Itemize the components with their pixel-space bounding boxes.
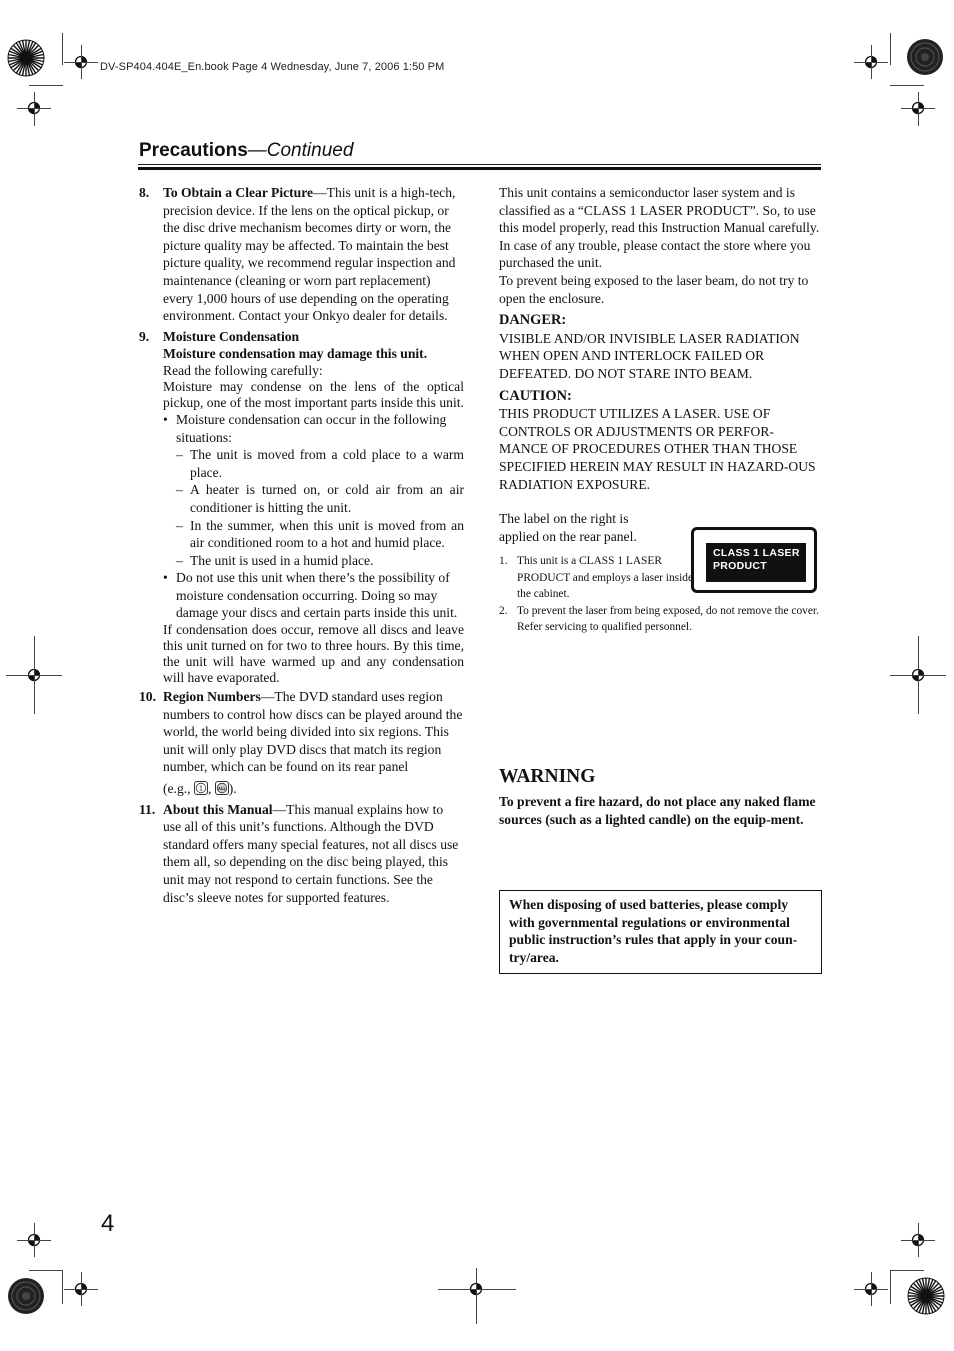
item-intro: Read the following carefully:: [163, 362, 323, 378]
laser-note-2: [499, 603, 821, 636]
note-text: This unit is a CLASS 1 LASER PRODUCT and employs a laser inside the cabinet.: [517, 555, 694, 601]
laser-note-1: [499, 553, 699, 603]
note-number: 1.: [499, 555, 508, 568]
section-title: [139, 140, 353, 162]
svg-text:ALL: ALL: [217, 785, 226, 791]
item-title: To Obtain a Clear Picture: [163, 185, 314, 200]
file-header: DV-SP404.404E_En.book Page 4 Wednesday, June 7, 2006 1:50 PM: [100, 61, 445, 73]
item-number: 11.: [139, 801, 156, 817]
example-separator: ,: [207, 781, 215, 797]
caution-text: THIS PRODUCT UTILIZES A LASER. USE OF CONTROLS OR ADJUSTMENTS OR PERFOR-MANCE OF PROCEDURES OTHER THAN THOSE SPECIFIED HEREIN MAY RESULT IN HAZARD-OUS RADIATION EXPOSURE.: [499, 406, 816, 492]
page-number: 4: [101, 1210, 115, 1237]
laser-notes-2: [499, 603, 821, 636]
dash-text: The unit is moved from a cold place to a warm place.: [190, 447, 464, 480]
region-example: [163, 780, 464, 798]
laser-label-plate: [706, 543, 806, 582]
item-text: —The DVD standard uses region numbers to control how discs can be played around the world, the world being divided into six regions. This unit will only play DVD discs that match its region number, which can be found on its rear panel: [163, 689, 463, 775]
item-closing: If condensation does occur, remove all discs and leave this unit turned on for two to three hours. By this time, the unit will have warmed up and any condensation will have evaporated.: [163, 622, 464, 686]
warning-text: To prevent a fire hazard, do not place any naked flame sources (such as a lighted candle) on the equip-ment.: [499, 794, 816, 827]
title-rule: [138, 164, 821, 165]
list-item-8: [139, 184, 464, 325]
item-body: [163, 184, 464, 325]
list-item-9: [139, 328, 464, 686]
registration-disc-icon: [905, 37, 945, 77]
dash-text: The unit is used in a humid place.: [190, 552, 374, 568]
laser-product-label: [691, 527, 817, 593]
label-line: CLASS 1 LASER: [713, 547, 800, 559]
item-title: About this Manual: [163, 801, 273, 817]
laser-intro-2: To prevent being exposed to the laser beam, do not try to open the enclosure.: [499, 272, 809, 306]
dash-item: – The unit is used in a humid place.: [176, 552, 374, 568]
label-note-line: applied on the rear panel.: [499, 528, 637, 544]
item-subtitle: Moisture condensation may damage this unit.: [163, 346, 428, 362]
item-title: Region Numbers: [163, 689, 261, 705]
item-title: Moisture Condensation: [163, 328, 300, 344]
item-number: 9.: [139, 328, 150, 344]
item-number: 8.: [139, 185, 150, 200]
laser-intro: This unit contains a semiconductor laser system and is classified as a “CLASS 1 LASER PRODUCT”. So, to use this model properly, read this Instruction Manual carefully. In case of any trouble, please contact the store where you purchased the unit.: [499, 185, 820, 271]
registration-disc-icon: [6, 1276, 46, 1316]
item-body: [163, 688, 464, 798]
section-title-text: Precautions: [139, 140, 248, 161]
item-body: [163, 328, 464, 686]
battery-disposal-notice: [499, 890, 822, 974]
item-text: —This unit is a high-tech, precision device. If the lens on the optical pickup, or the disc drive mechanism becomes dirty or worn, the picture quality may be affected. To maintain the best picture quality, we recommend regular inspection and maintenance (cleaning or worn part replacement) every 1,000 hours of use depending on the operating environment. Contact your Onkyo dealer for details.: [163, 185, 456, 324]
registration-sunburst-icon: [6, 38, 46, 78]
caution-heading: CAUTION:: [499, 387, 572, 404]
danger-heading: DANGER:: [499, 312, 567, 329]
note-number: 2.: [499, 604, 508, 617]
dash-item: – In the summer, when this unit is moved from an air conditioned room to a hot and humid place.: [176, 517, 464, 551]
bullet-item: • Moisture condensation can occur in the following situations:: [163, 411, 464, 446]
warning-heading: WARNING: [499, 766, 596, 787]
dash-text: A heater is turned on, or cold air from an air conditioner is hitting the unit.: [190, 482, 464, 515]
danger-text: VISIBLE AND/OR INVISIBLE LASER RADIATION WHEN OPEN AND INTERLOCK FAILED OR DEFEATED. DO NOT STARE INTO BEAM.: [499, 330, 800, 381]
note-text: To prevent the laser from being exposed, do not remove the cover. Refer servicing to qualified personnel.: [517, 604, 819, 634]
section-continued: —Continued: [247, 140, 354, 161]
laser-notes: [499, 553, 699, 603]
item-number: 10.: [139, 689, 156, 705]
dash-item: – A heater is turned on, or cold air from an air conditioner is hitting the unit.: [176, 482, 464, 515]
item-paragraph: Moisture may condense on the lens of the optical pickup, one of the most important parts inside this unit.: [163, 378, 464, 410]
bullet-text: Do not use this unit when there’s the possibility of moisture condensation occurring. Doing so may damage your discs and certain parts inside this unit.: [176, 570, 458, 621]
bullet-item: • Do not use this unit when there’s the possibility of moisture condensation occurring. Doing so may damage your discs and certain parts inside this unit.: [163, 569, 464, 622]
list-item-10: [139, 688, 464, 798]
example-prefix: (e.g.,: [163, 781, 194, 797]
battery-notice-text: When disposing of used batteries, please comply with governmental regulations or environmental public instruction’s rules that apply in your coun-try/area.: [509, 897, 798, 965]
left-column: [139, 184, 464, 906]
dash-text: In the summer, when this unit is moved from an air conditioned room to a hot and humid place.: [190, 517, 464, 551]
example-suffix: ).: [228, 781, 237, 797]
svg-text:1: 1: [199, 785, 203, 793]
registration-sunburst-icon: [906, 1276, 946, 1316]
region-all-icon: [215, 781, 229, 795]
item-body: [163, 801, 464, 907]
region-1-icon: [194, 781, 208, 795]
label-note-line: The label on the right is: [499, 511, 629, 527]
dash-item: – The unit is moved from a cold place to a warm place.: [176, 447, 464, 480]
label-line: PRODUCT: [713, 560, 768, 572]
list-item-11: [139, 801, 464, 907]
bullet-text: Moisture condensation can occur in the following situations:: [176, 411, 447, 445]
item-text: —This manual explains how to use all of this unit’s functions. Although the DVD standard offers many special features, not all discs use them all, so depending on the disc being played, this unit may not respond to certain functions. See the disc’s sleeve notes for supported features.: [163, 801, 459, 905]
title-rule-thick: [138, 167, 821, 170]
